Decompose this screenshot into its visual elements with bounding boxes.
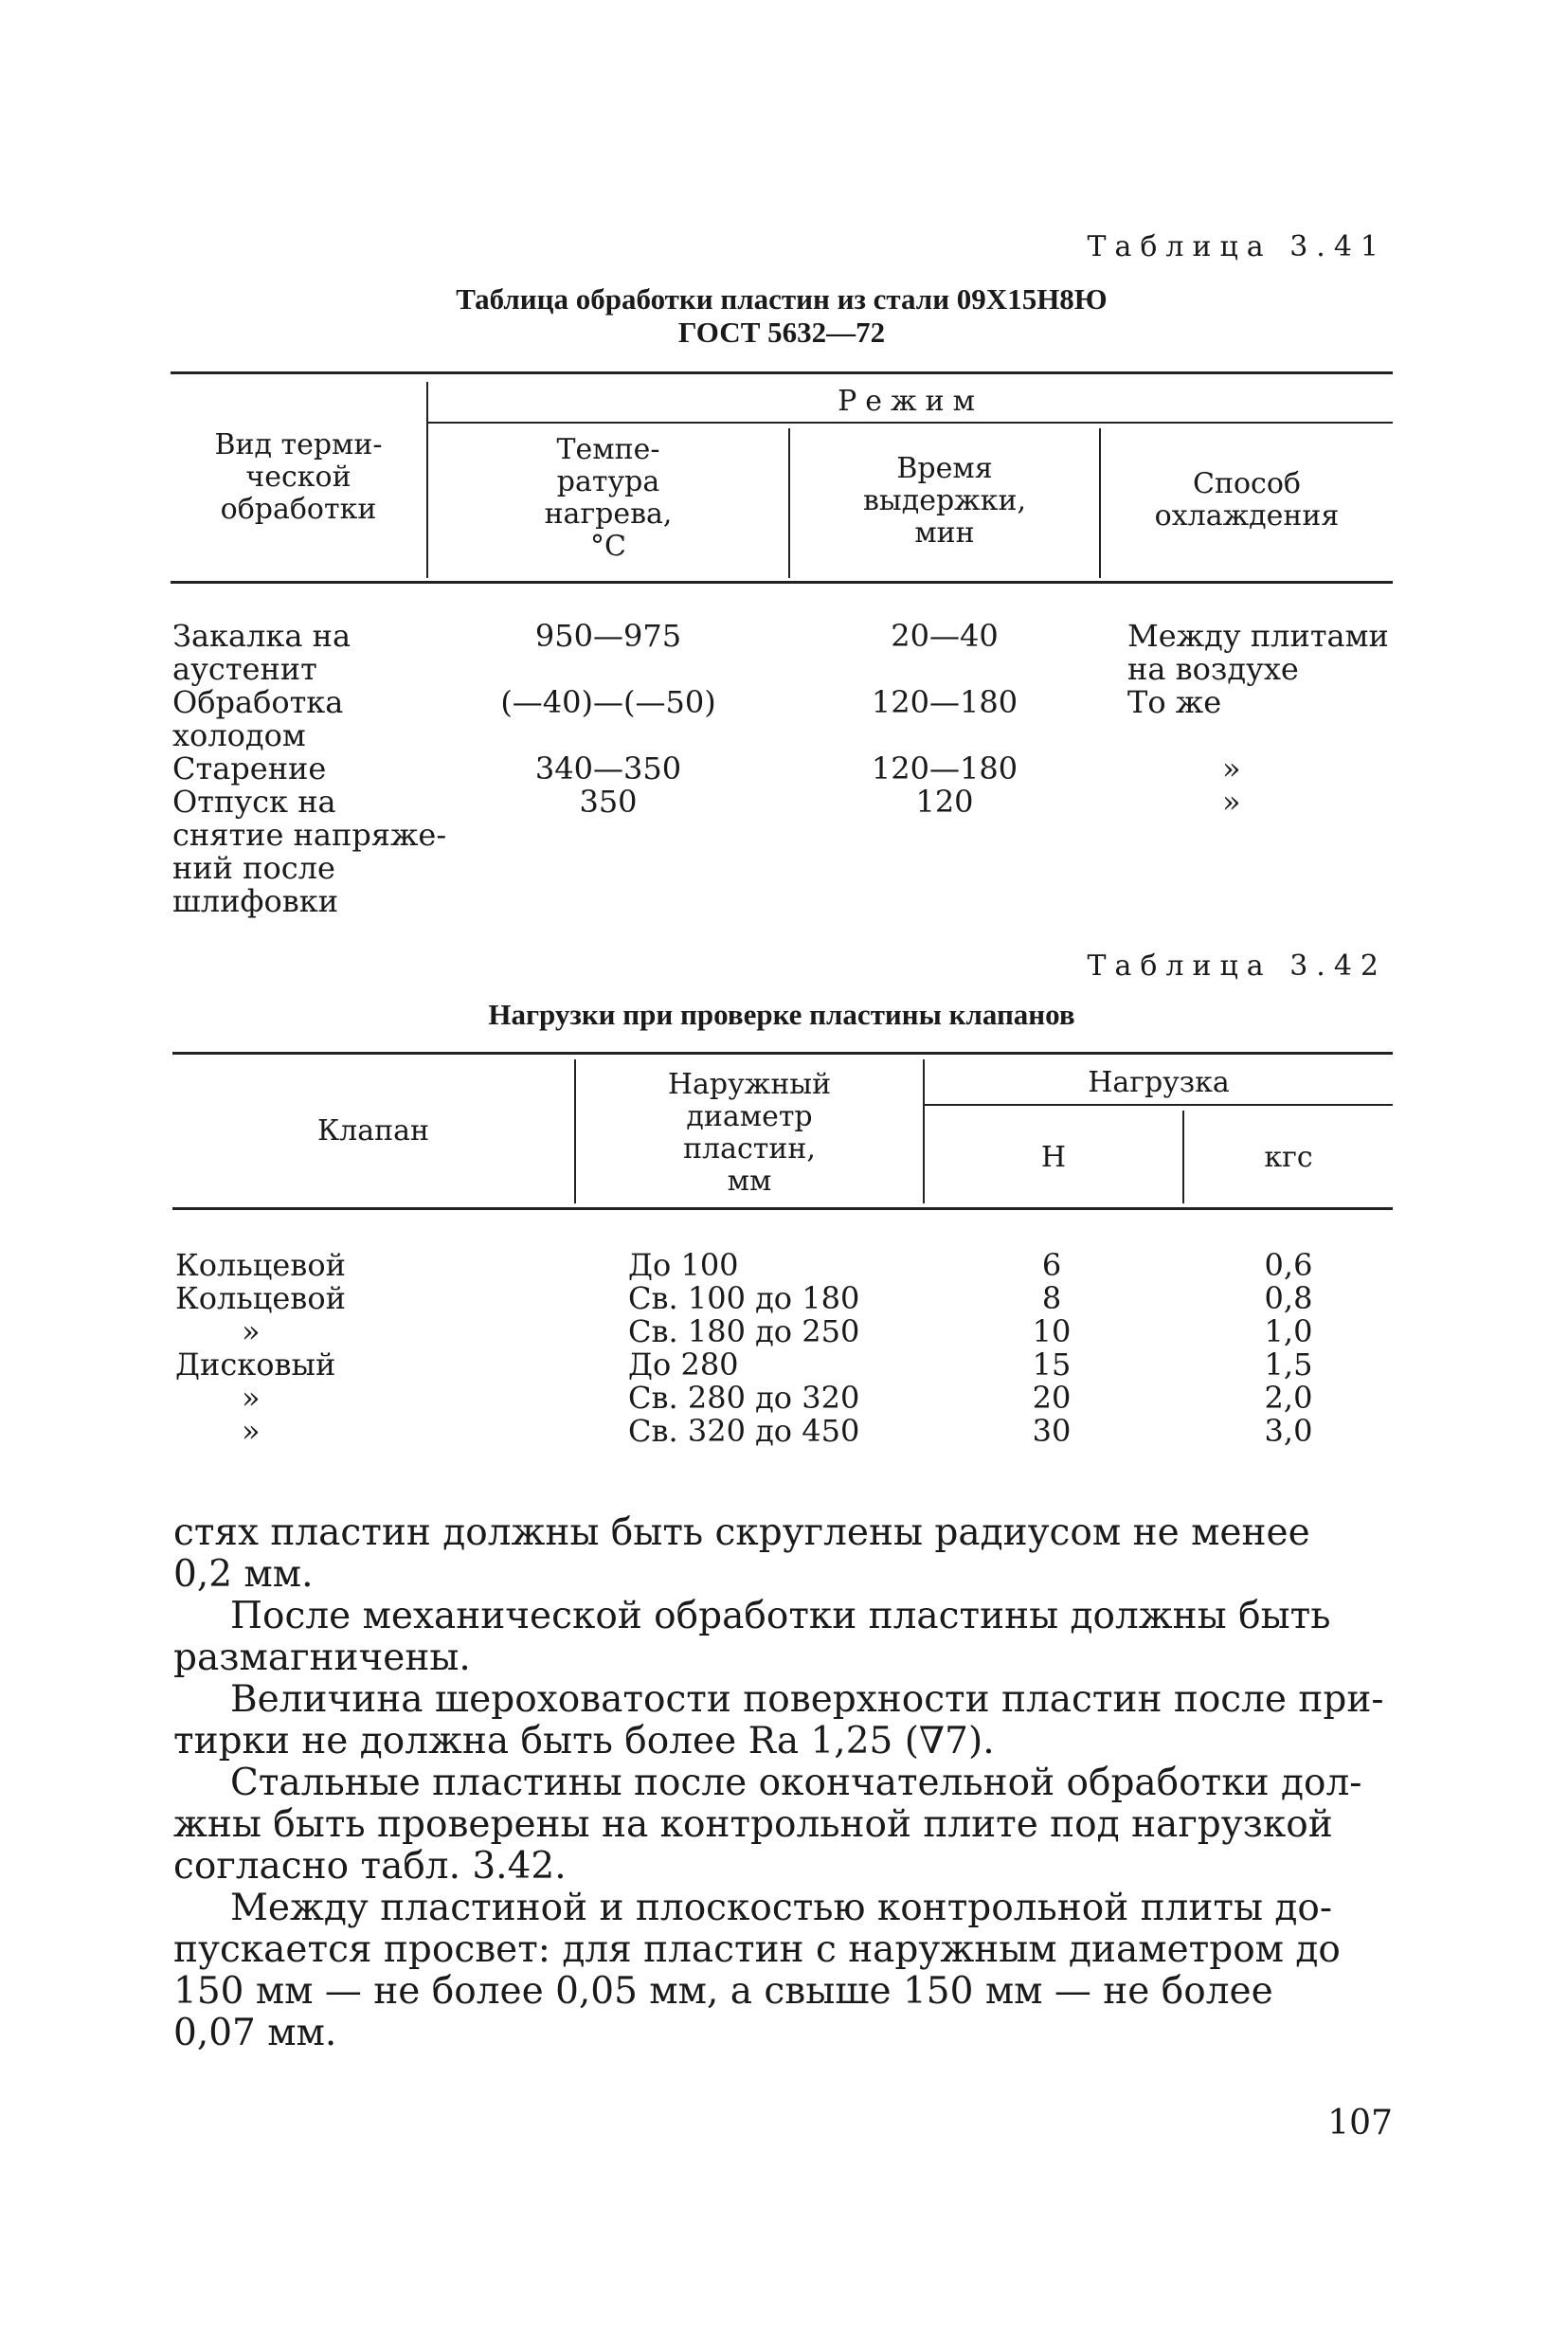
table-342-header-newton: Н bbox=[1040, 1141, 1067, 1174]
table-342-row-diameter: Св. 180 до 250 bbox=[628, 1313, 860, 1349]
table-341-row-type: Закалка на аустенит bbox=[172, 618, 351, 687]
table-342-row-valve: Кольцевой bbox=[175, 1280, 346, 1316]
table-341-regime-rule bbox=[428, 422, 1393, 424]
table-342-row-diameter: Св. 280 до 320 bbox=[628, 1380, 860, 1416]
table-342-caption: Таблица 3.42 bbox=[1087, 949, 1387, 983]
table-342-row-newton: 8 bbox=[1041, 1280, 1062, 1316]
table-341-row-cooling: То же bbox=[1127, 684, 1222, 720]
table-342-row-newton: 10 bbox=[1032, 1313, 1072, 1349]
table-342-row-diameter: До 100 bbox=[628, 1247, 739, 1283]
table-342-top-rule bbox=[172, 1052, 1393, 1055]
table-342-row-valve: Кольцевой bbox=[175, 1247, 346, 1283]
table-342-header-valve: Клапан bbox=[316, 1114, 430, 1148]
table-342-row-kgf: 1,0 bbox=[1264, 1313, 1313, 1349]
table-341-row-temp: (—40)—(—50) bbox=[500, 684, 716, 720]
paragraph: Стальные пластины после окончательной обработки дол- жны быть проверены на контрольной плите под нагрузкой согласно табл. 3.42. bbox=[173, 1762, 1362, 1888]
table-342-row-diameter: Св. 100 до 180 bbox=[628, 1280, 860, 1316]
table-342-row-kgf: 0,6 bbox=[1264, 1247, 1313, 1283]
table-342-row-newton: 30 bbox=[1032, 1413, 1072, 1449]
table-342-row-newton: 20 bbox=[1032, 1380, 1072, 1416]
paragraph: После механической обработки пластины должны быть размагничены. bbox=[173, 1595, 1331, 1679]
table-341-header-regime: Режим bbox=[838, 385, 983, 418]
table-341-top-rule bbox=[171, 371, 1393, 374]
table-342-row-valve: » bbox=[242, 1413, 261, 1449]
table-341-row-temp: 350 bbox=[579, 784, 638, 820]
table-342-row-valve: » bbox=[242, 1313, 261, 1349]
table-341-title: Таблица обработки пластин из стали 09Х15Н8Ю bbox=[456, 282, 1108, 316]
table-341-row-cooling: » bbox=[1222, 750, 1241, 786]
table-341-row-temp: 950—975 bbox=[534, 618, 682, 654]
table-341-header-rule bbox=[171, 581, 1393, 584]
table-342-header-kgf: кгс bbox=[1264, 1141, 1313, 1174]
table-341-header-type: Вид терми- ческой обработки bbox=[214, 428, 383, 526]
table-341-subtitle: ГОСТ 5632—72 bbox=[677, 316, 886, 349]
table-341-header-temp: Темпе- ратура нагрева, °С bbox=[544, 433, 673, 563]
table-342-row-valve: Дисковый bbox=[175, 1347, 336, 1383]
table-342-header-load: Нагрузка bbox=[1088, 1066, 1230, 1099]
body-text bbox=[173, 1512, 1393, 2054]
table-341-row-cooling: » bbox=[1222, 784, 1241, 820]
table-342-row-diameter: Св. 320 до 450 bbox=[628, 1413, 860, 1449]
table-341-row-time: 20—40 bbox=[891, 618, 999, 654]
table-342-row-kgf: 1,5 bbox=[1264, 1347, 1313, 1383]
table-341-row-type: Старение bbox=[172, 750, 327, 786]
table-342-header-diameter: Наружный диаметр пластин, мм bbox=[667, 1068, 832, 1198]
page-number: 107 bbox=[1327, 2104, 1393, 2142]
table-341-row-time: 120 bbox=[915, 784, 974, 820]
table-341-caption: Таблица 3.41 bbox=[1087, 230, 1387, 263]
table-341-row-type: Отпуск на снятие напряже- ний после шлифовки bbox=[172, 784, 447, 919]
table-341-row-cooling: Между плитами на воздухе bbox=[1127, 618, 1389, 687]
table-342-row-valve: » bbox=[242, 1380, 261, 1416]
table-342-load-rule bbox=[925, 1104, 1393, 1106]
paragraph: Величина шероховатости поверхности пластин после при- тирки не должна быть более Ra 1,25 (∇7). bbox=[173, 1678, 1384, 1762]
table-342-row-diameter: До 280 bbox=[628, 1347, 739, 1383]
table-342-title: Нагрузки при проверке пластины клапанов bbox=[488, 998, 1075, 1031]
table-342-row-kgf: 2,0 bbox=[1264, 1380, 1313, 1416]
table-341-header-cooling: Способ охлаждения bbox=[1154, 467, 1340, 533]
table-342-header-rule bbox=[172, 1207, 1393, 1210]
table-342-row-kgf: 0,8 bbox=[1264, 1280, 1313, 1316]
table-342-row-newton: 6 bbox=[1041, 1247, 1062, 1283]
table-342-row-kgf: 3,0 bbox=[1264, 1413, 1313, 1449]
table-341-header-time: Время выдержки, мин bbox=[862, 452, 1027, 550]
paragraph: Между пластиной и плоскостью контрольной плиты до- пускается просвет: для пластин с наружным диаметром до 150 мм — не более 0,05 мм, а свыше 150 мм — не более 0,07 мм. bbox=[173, 1887, 1341, 2054]
paragraph: стях пластин должны быть скруглены радиусом не менее 0,2 мм. bbox=[173, 1511, 1310, 1596]
table-342-row-newton: 15 bbox=[1032, 1347, 1072, 1383]
table-341-row-type: Обработка холодом bbox=[172, 684, 344, 753]
table-341-row-temp: 340—350 bbox=[534, 750, 682, 786]
table-341-row-time: 120—180 bbox=[871, 684, 1018, 720]
table-341-row-time: 120—180 bbox=[871, 750, 1018, 786]
